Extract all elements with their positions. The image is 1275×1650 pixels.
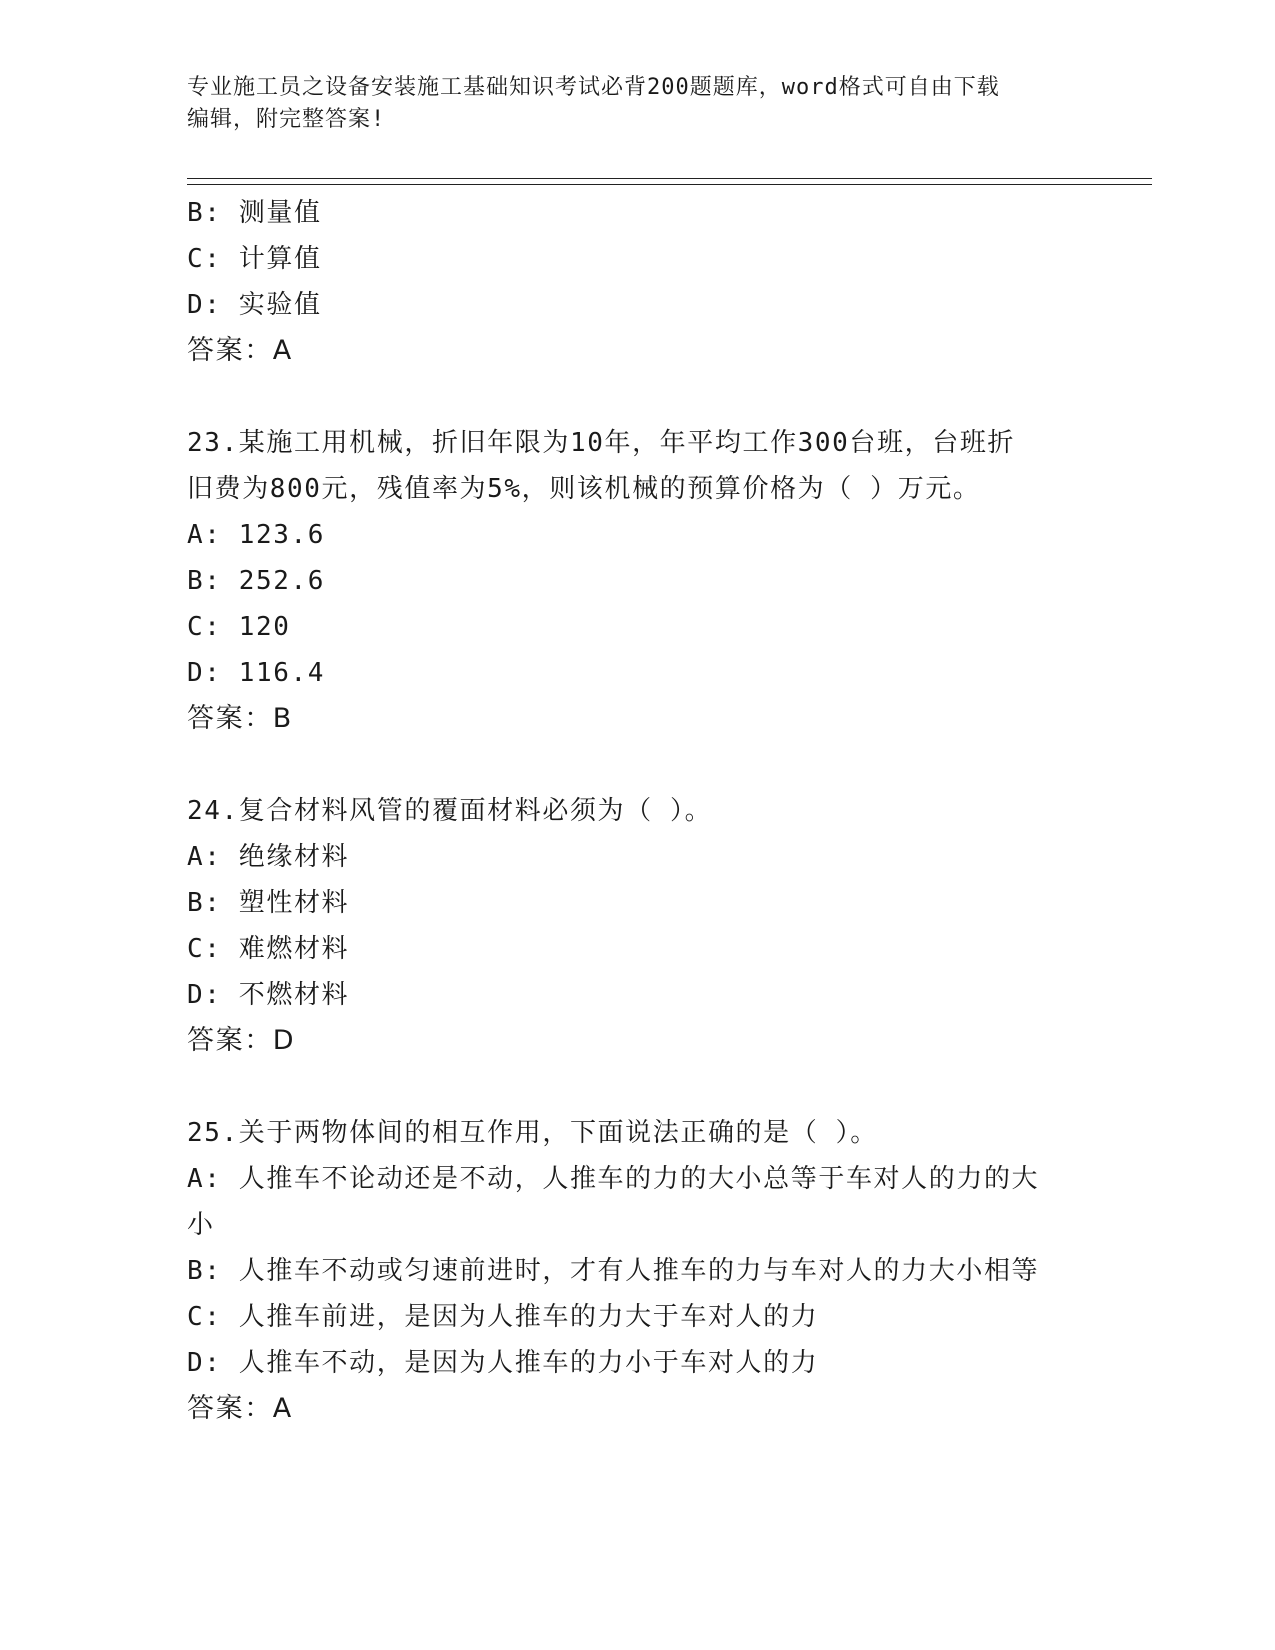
option-a: A: 123.6 [187, 520, 326, 550]
option-b: B: 塑性材料 [187, 888, 350, 918]
question-22-tail [187, 190, 1087, 374]
option-c: C: 人推车前进，是因为人推车的力大于车对人的力 [187, 1302, 819, 1332]
answer-line: 答案：B [187, 703, 293, 734]
option-d: D: 人推车不动，是因为人推车的力小于车对人的力 [187, 1348, 819, 1378]
spacer [187, 374, 1087, 420]
answer-line: 答案：D [187, 1025, 296, 1056]
header-rule-top [187, 178, 1152, 179]
option-a-line-1: A: 人推车不论动还是不动，人推车的力的大小总等于车对人的力的大 [187, 1164, 1040, 1194]
option-c: C: 计算值 [187, 244, 322, 274]
question-24 [187, 788, 1087, 1064]
option-c: C: 120 [187, 612, 291, 642]
option-a-line-2: 小 [187, 1210, 215, 1240]
option-b: B: 测量值 [187, 198, 322, 228]
option-d: D: 不燃材料 [187, 980, 350, 1010]
option-c: C: 难燃材料 [187, 934, 350, 964]
question-stem: 24.复合材料风管的覆面材料必须为（ ）。 [187, 796, 713, 826]
spacer [187, 1064, 1087, 1110]
question-23 [187, 420, 1087, 742]
option-b: B: 252.6 [187, 566, 326, 596]
question-stem-line-1: 23.某施工用机械，折旧年限为10年，年平均工作300台班，台班折 [187, 428, 1016, 458]
header-title-line-1: 专业施工员之设备安装施工基础知识考试必背200题题库，word格式可自由下载 [187, 75, 1000, 100]
header-rule-bottom [187, 184, 1152, 185]
question-25 [187, 1110, 1087, 1432]
question-content [187, 190, 1087, 1432]
question-stem-line-2: 旧费为800元，残值率为5%，则该机械的预算价格为（ ）万元。 [187, 474, 981, 504]
answer-line: 答案：A [187, 335, 293, 366]
answer-line: 答案：A [187, 1393, 293, 1424]
page-header [187, 72, 1087, 136]
option-a: A: 绝缘材料 [187, 842, 350, 872]
option-d: D: 实验值 [187, 290, 322, 320]
spacer [187, 742, 1087, 788]
header-title-line-2: 编辑，附完整答案! [187, 107, 386, 132]
option-b: B: 人推车不动或匀速前进时，才有人推车的力与车对人的力大小相等 [187, 1256, 1040, 1286]
question-stem: 25.关于两物体间的相互作用，下面说法正确的是（ ）。 [187, 1118, 878, 1148]
option-d: D: 116.4 [187, 658, 326, 688]
